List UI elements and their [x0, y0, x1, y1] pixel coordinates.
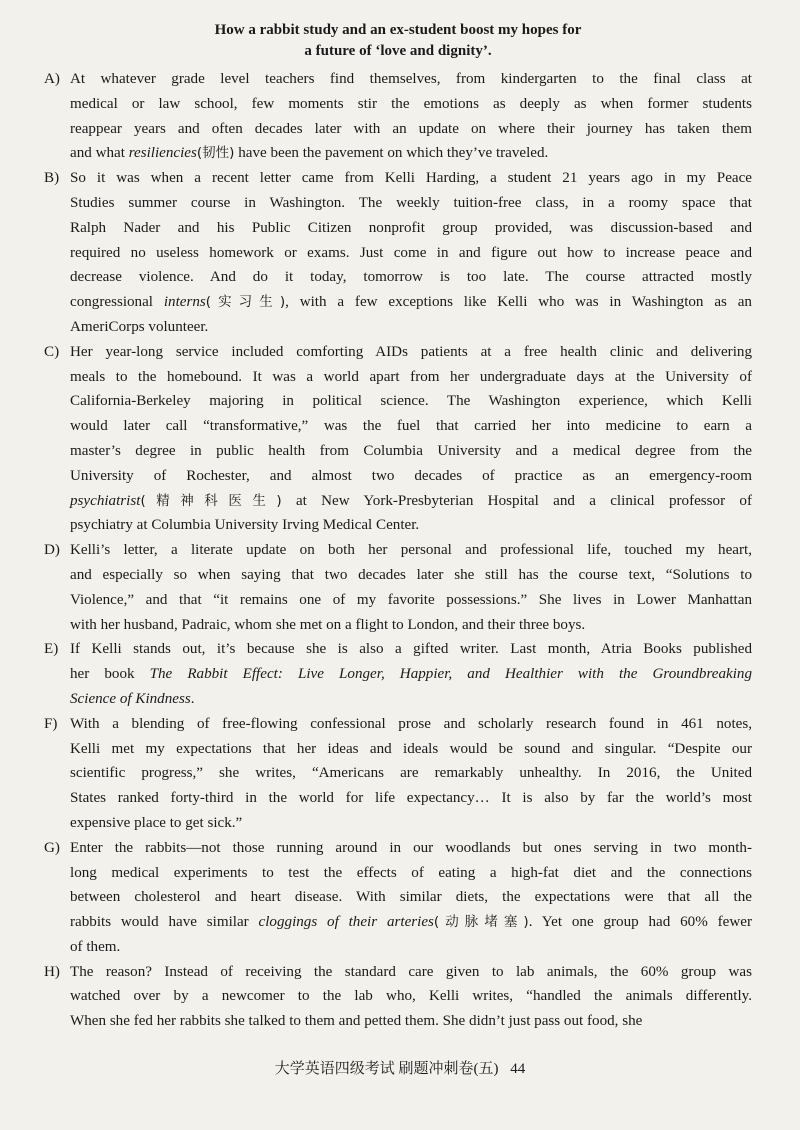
chinese-gloss: (实习生)	[205, 294, 286, 311]
article-title	[44, 20, 752, 62]
text-line: meals to the homebound. It was a world apart from her undergraduate days at the University of	[70, 368, 752, 385]
chinese-gloss: (韧性)	[196, 145, 235, 162]
text-line: between cholesterol and heart disease. With similar diets, the expectations were that all the	[70, 889, 752, 906]
title-line-2: a future of ‘love and dignity’.	[304, 43, 492, 59]
paragraph-c	[44, 340, 752, 538]
paragraph-label: H)	[44, 963, 60, 980]
paragraph-label: E)	[44, 641, 59, 658]
text-line: decrease violence. And do it today, tomorrow is too late. The course attracted mostly	[70, 269, 752, 286]
text-line: reappear years and often decades later with an update on where their journey has taken them	[70, 120, 752, 137]
text-line: Studies summer course in Washington. The weekly tuition-free class, in a roomy space that	[70, 194, 752, 211]
text-line: So it was when a recent letter came from Kelli Harding, a student 21 years ago in my Peace	[70, 170, 752, 187]
text-line: scientific progress,” she writes, “Americans are remarkably unhealthy. In 2016, the United	[70, 765, 752, 782]
text-line: medical or law school, few moments stir the emotions as deeply as when former students	[70, 95, 752, 112]
text-line: If Kelli stands out, it’s because she is also a gifted writer. Last month, Atria Books published	[70, 641, 752, 658]
paragraph-a	[44, 67, 752, 166]
text-line: expensive place to get sick.”	[70, 814, 243, 831]
text-line: The reason? Instead of receiving the standard care given to lab animals, the 60% group was	[70, 963, 752, 980]
paragraph-g	[44, 836, 752, 960]
text-line: rabbits would have similar cloggings of their arteries(动脉堵塞). Yet one group had 60% fewer	[70, 914, 752, 931]
text-line: University of Rochester, and almost two decades of practice as an emergency-room	[70, 467, 752, 484]
text-line: with her husband, Padraic, whom she met on a flight to London, and their three boys.	[70, 616, 586, 633]
text-line: would later call “transformative,” was the fuel that carried her into medicine to earn a	[70, 418, 752, 435]
text-line: Kelli’s letter, a literate update on both her personal and professional life, touched my heart,	[70, 542, 752, 559]
italic-term: The Rabbit Effect: Live Longer, Happier, and Healthier with the Groundbreaking	[149, 666, 752, 683]
text-line: psychiatry at Columbia University Irving Medical Center.	[70, 517, 420, 534]
text-line: congressional interns(实习生), with a few exceptions like Kelli who was in Washington as an	[70, 294, 752, 311]
italic-term: resiliencies	[128, 145, 197, 162]
text-line: AmeriCorps volunteer.	[70, 318, 209, 335]
paragraph-e	[44, 637, 752, 711]
italic-term: Science of Kindness	[70, 690, 191, 707]
paragraph-label: B)	[44, 170, 60, 187]
text-line: Science of Kindness.	[70, 690, 195, 707]
paragraph-label: F)	[44, 715, 58, 732]
text-line: States ranked forty-third in the world for life expectancy… It is also by far the world’s most	[70, 790, 752, 807]
text-line: When she fed her rabbits she talked to them and petted them. She didn’t just pass out food, she	[70, 1013, 643, 1030]
text-line: Enter the rabbits—not those running around in our woodlands but ones serving in two month-	[70, 839, 752, 856]
paragraph-label: C)	[44, 343, 60, 360]
paragraph-label: D)	[44, 542, 60, 559]
text-line: her book The Rabbit Effect: Live Longer, Happier, and Healthier with the Groundbreaking	[70, 666, 752, 683]
text-line: required no useless homework or exams. Just come in and figure out how to increase peace and	[70, 244, 752, 261]
chinese-gloss: (精神科医生)	[140, 492, 282, 509]
text-line: long medical experiments to test the effects of eating a high-fat diet and the connections	[70, 864, 752, 881]
text-line: of them.	[70, 938, 121, 955]
footer-text: 大学英语四级考试 刷题冲刺卷(五)	[274, 1061, 499, 1077]
text-line: psychiatrist(精神科医生) at New York-Presbyterian Hospital and a clinical professor of	[70, 492, 752, 509]
paragraph-label: G)	[44, 839, 60, 856]
italic-term: cloggings of their arteries	[258, 914, 434, 931]
text-line: At whatever grade level teachers find themselves, from kindergarten to the final class at	[70, 71, 752, 87]
title-line-1: How a rabbit study and an ex-student boost my hopes for	[214, 22, 582, 38]
text-line: With a blending of free-flowing confessional prose and scholarly research found in 461 notes,	[70, 715, 752, 732]
page-number: 44	[510, 1061, 526, 1077]
text-line: California-Berkeley majoring in political science. The Washington experience, which Kelli	[70, 393, 752, 410]
paragraph-label: A)	[44, 71, 60, 87]
text-line: and what resiliencies(韧性) have been the pavement on which they’ve traveled.	[70, 145, 549, 162]
italic-term: psychiatrist	[70, 492, 141, 509]
paragraph-f	[44, 712, 752, 836]
paragraph-d	[44, 538, 752, 637]
text-line: Her year-long service included comforting AIDs patients at a free health clinic and delivering	[70, 343, 752, 360]
text-line: master’s degree in public health from Columbia University and a medical degree from the	[70, 442, 752, 459]
article-body	[44, 67, 752, 1034]
chinese-gloss: (动脉堵塞)	[433, 914, 529, 931]
page-footer	[0, 1057, 800, 1078]
paragraph-h	[44, 960, 752, 1034]
text-line: watched over by a newcomer to the lab who, Kelli writes, “handled the animals differently.	[70, 988, 752, 1005]
text-line: Violence,” and that “it remains one of my favorite possessions.” She lives in Lower Manhattan	[70, 591, 752, 608]
paragraph-b	[44, 166, 752, 340]
italic-term: interns	[163, 294, 206, 311]
text-line: and especially so when saying that two decades later she still has the course text, “Solutions to	[70, 566, 752, 583]
text-line: Kelli met my expectations that her ideas and ideals would be sound and singular. “Despite our	[70, 740, 752, 757]
text-line: Ralph Nader and his Public Citizen nonprofit group provided, was discussion-based and	[70, 219, 752, 236]
